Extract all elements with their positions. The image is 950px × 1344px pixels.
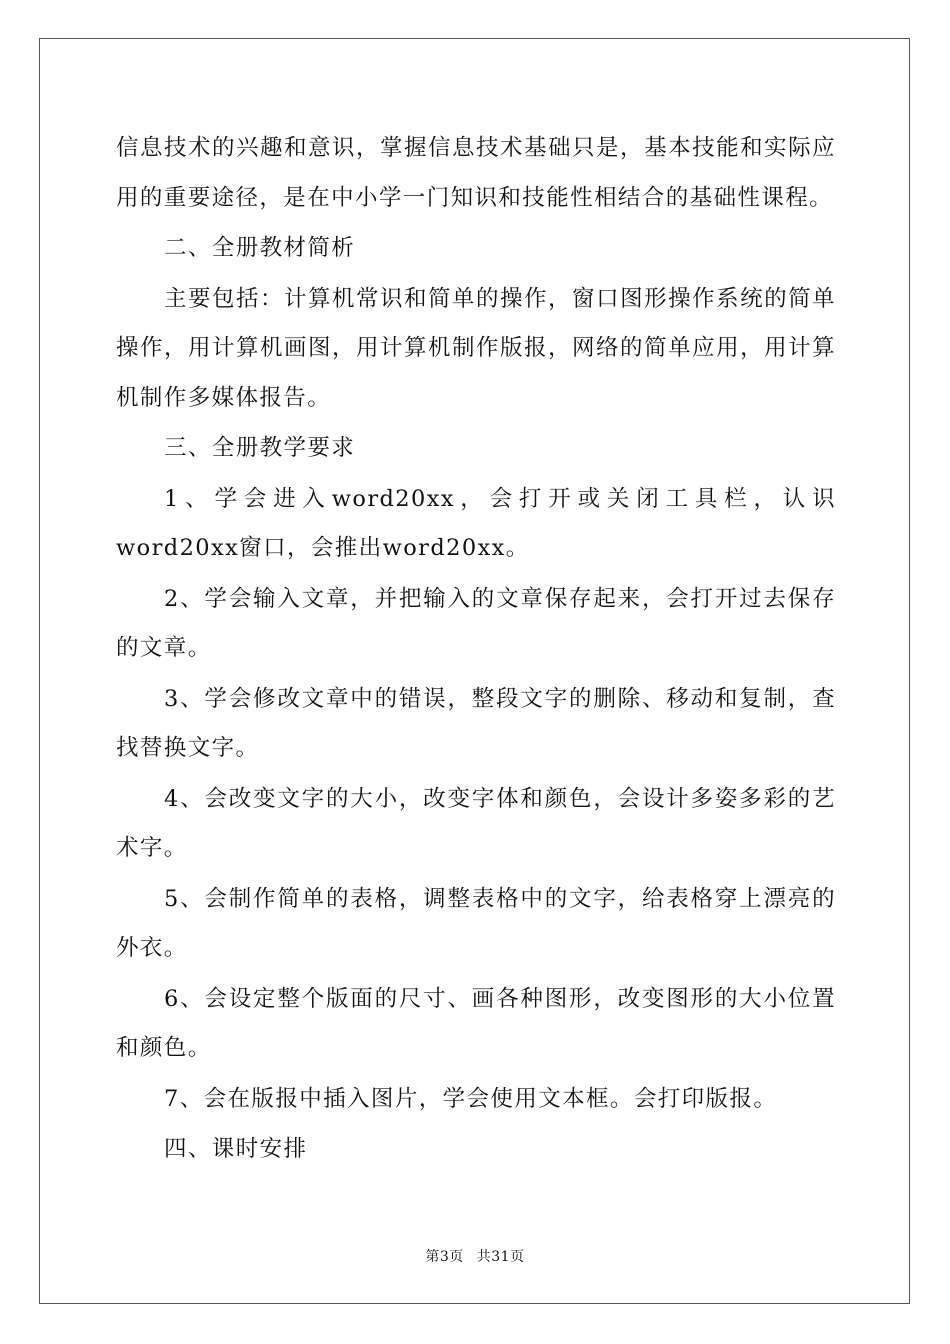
section-heading: 二、全册教材简析 <box>164 235 356 261</box>
section-heading: 四、课时安排 <box>164 1136 308 1162</box>
list-item: 7、会在版报中插入图片，学会使用文本框。会打印版报。 <box>164 1085 778 1112</box>
list-item: 4、会改变文字的大小，改变字体和颜色，会设计多姿多彩的艺术字。 <box>116 785 836 861</box>
list-item: 6、会设定整个版面的尺寸、画各种图形，改变图形的大小位置和颜色。 <box>116 985 836 1061</box>
section-heading: 三、全册教学要求 <box>164 435 356 461</box>
page-total: 共31页 <box>476 1249 525 1265</box>
page-number: 第3页 <box>425 1249 464 1265</box>
list-item: 2、学会输入文章，并把输入的文章保存起来，会打开过去保存的文章。 <box>116 585 836 661</box>
list-item: 1、学会进入word20xx，会打开或关闭工具栏，认识word20xx窗口，会推出word20xx。 <box>116 485 836 561</box>
paragraph: 信息技术的兴趣和意识，掌握信息技术基础只是，基本技能和实际应用的重要途径，是在中小学一门知识和技能性相结合的基础性课程。 <box>116 135 836 211</box>
page-footer <box>0 1247 950 1267</box>
list-item: 5、会制作简单的表格，调整表格中的文字，给表格穿上漂亮的外衣。 <box>116 885 836 961</box>
document-body <box>116 124 836 1176</box>
paragraph: 主要包括：计算机常识和简单的操作，窗口图形操作系统的简单操作，用计算机画图，用计算机制作版报，网络的简单应用，用计算机制作多媒体报告。 <box>116 285 836 411</box>
list-item: 3、学会修改文章中的错误，整段文字的删除、移动和复制，查找替换文字。 <box>116 685 836 761</box>
